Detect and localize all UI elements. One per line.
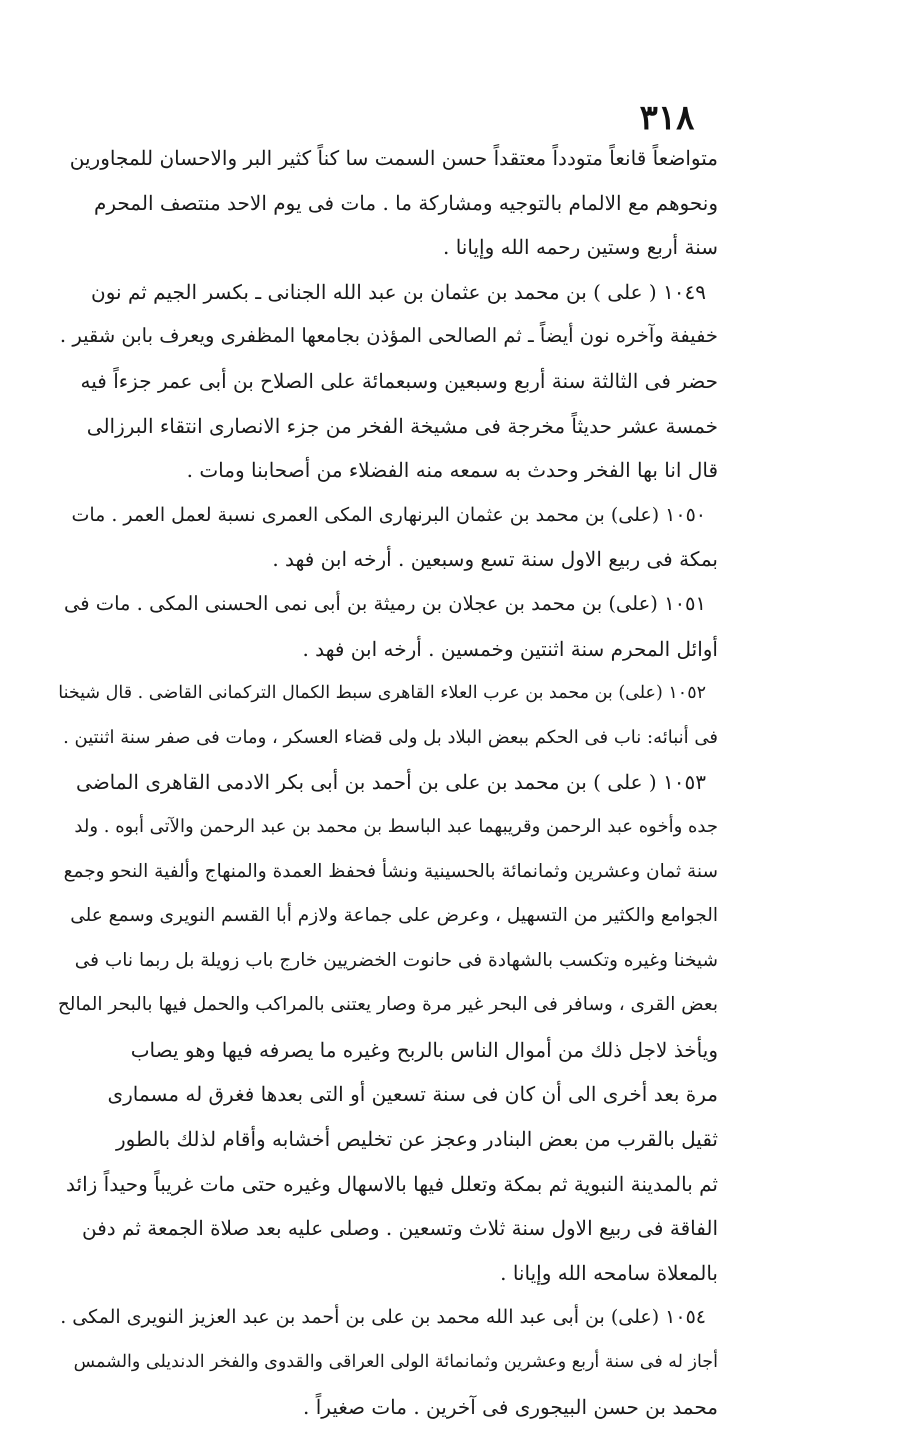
text-line: مرة بعد أخرى الى أن كان فى سنة تسعين أو التى بعدها فغرق له مسمارى	[107, 1082, 718, 1107]
text-line: قال انا بها الفخر وحدث به سمعه منه الفضلاء من أصحابنا ومات .	[186, 458, 718, 483]
entry-first-line: ١٠٥١ (على) بن محمد بن عجلان بن رميثة بن أبى نمى الحسنى المكى . مات فى	[63, 591, 706, 615]
text-line: سنة ثمان وعشرين وثمانمائة بالحسينية ونشأ فحفظ العمدة والمنهاج وألفية النحو وجمع	[63, 860, 718, 882]
text-line: ثقيل بالقرب من بعض البنادر وعجز عن تخليص أخشابه وأقام لذلك بالطور	[116, 1127, 718, 1152]
text-line: خفيفة وآخره نون أيضاً ـ ثم الصالحى المؤذن بجامعها المظفرى ويعرف بابن شقير .	[59, 324, 718, 348]
text-line: أوائل المحرم سنة اثنتين وخمسين . أرخه ابن فهد .	[302, 636, 718, 661]
text-line: بعض القرى ، وسافر فى البحر غير مرة وصار يعتنى بالمراكب والحمل فيها بالبحر المالح	[58, 994, 718, 1016]
text-line: متواضعاً قانعاً متودداً معتقداً حسن السمت سا كناً كثير البر والاحسان للمجاورين	[69, 146, 718, 170]
text-line: ويأخذ لاجل ذلك من أموال الناس بالربح وغيره ما يصرفه فيها وهو يصاب	[130, 1037, 718, 1062]
entry-first-line: ١٠٥٣ ( على ) بن محمد بن على بن أحمد بن أبى بكر الادمى القاهرى الماضى	[76, 770, 706, 795]
text-line: الجوامع والكثير من التسهيل ، وعرض على جماعة ولازم أبا القسم النويرى وسمع على	[70, 905, 718, 927]
text-line: جده وأخوه عبد الرحمن وقريبهما عبد الباسط بن محمد بن عبد الرحمن والآتى أبوه . ولد	[74, 815, 718, 837]
text-line: ونحوهم مع الالمام بالتوجيه ومشاركة ما . مات فى يوم الاحد منتصف المحرم	[93, 190, 718, 215]
entry-first-line: ١٠٤٩ ( على ) بن محمد بن عثمان بن عبد الله الجنانى ـ بكسر الجيم ثم نون	[91, 279, 706, 304]
text-line: أجاز له فى سنة أربع وعشرين وثمانمائة الولى العراقى والقدوى والفخر الدنديلى والشمس	[73, 1352, 718, 1373]
text-line: محمد بن حسن البيجورى فى آخرين . مات صغيراً .	[303, 1394, 718, 1419]
text-line: الفاقة فى ربيع الاول سنة ثلاث وتسعين . وصلى عليه بعد صلاة الجمعة ثم دفن	[81, 1216, 718, 1241]
text-line: بالمعلاة سامحه الله وإيانا .	[500, 1260, 718, 1285]
entry-first-line: ١٠٥٢ (على) بن محمد بن عرب العلاء القاهرى سبط الكمال التركمانى القاضى . قال شيخنا	[58, 683, 706, 704]
text-line: بمكة فى ربيع الاول سنة تسع وسبعين . أرخه ابن فهد .	[272, 547, 718, 572]
entry-first-line: ١٠٥٤ (على) بن أبى عبد الله محمد بن على بن أحمد بن عبد العزيز النويرى المكى .	[60, 1306, 706, 1329]
text-line: ثم بالمدينة النبوية ثم بمكة وتعلل فيها بالاسهال وغيره حتى مات غريباً وحيداً زائد	[66, 1171, 718, 1196]
text-line: حضر فى الثالثة سنة أربع وسبعين وسبعمائة على الصلاح بن أبى عمر جزءاً فيه	[80, 368, 718, 393]
body-text	[58, 136, 718, 1429]
text-line: سنة أربع وستين رحمه الله وإيانا .	[443, 235, 718, 260]
text-line: فى أنبائه: ناب فى الحكم ببعض البلاد بل ولى قضاء العسكر ، ومات فى صفر سنة اثنتين .	[63, 726, 718, 748]
entry-first-line: ١٠٥٠ (على) بن محمد بن عثمان البرنهارى المكى العمرى نسبة لعمل العمر . مات	[71, 503, 706, 526]
text-line: خمسة عشر حديثاً مخرجة فى مشيخة الفخر من جزء الانصارى انتقاء البرزالى	[86, 413, 718, 438]
page-number: ٣١٨	[639, 98, 695, 138]
text-line: شيخنا وغيره وتكسب بالشهادة فى حانوت الخضريين خارج باب زويلة بل ربما ناب فى	[74, 949, 718, 971]
